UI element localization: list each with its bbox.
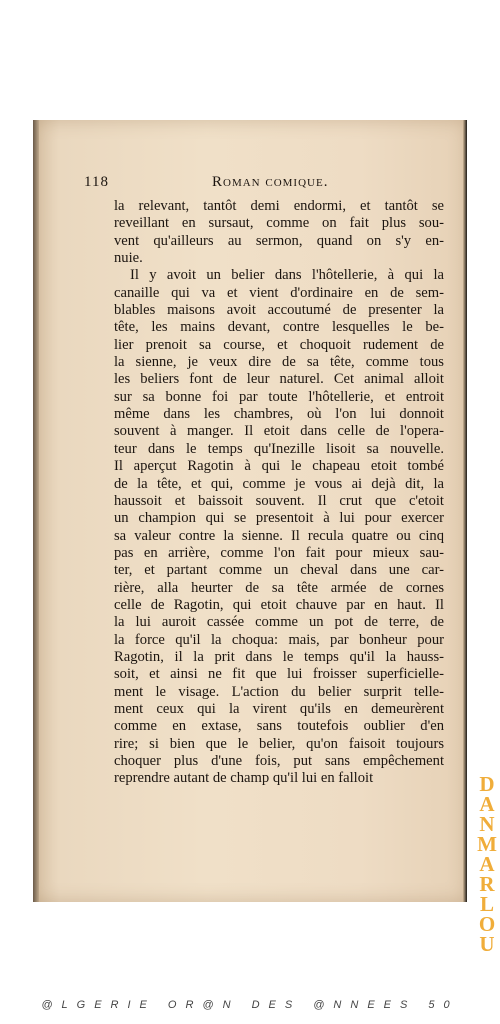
side-watermark-letter: R bbox=[479, 872, 495, 896]
text-line: la force qu'il la choqua: mais, par bonheur pour bbox=[114, 631, 444, 648]
text-line: la lui auroit cassée comme un pot de terre, de bbox=[114, 614, 444, 631]
text-line: soit, et ainsi ne fit que lui froisser superficielle- bbox=[114, 666, 444, 683]
text-line: reveillant en sursaut, comme on fait plus sou- bbox=[114, 215, 444, 232]
text-line: nuie. bbox=[114, 250, 143, 267]
text-line: de la tête, et qui, comme je vous ai dejà dit, la bbox=[114, 475, 444, 492]
text-line: pas en arrière, comme l'on fait pour mieux sau- bbox=[114, 544, 444, 561]
text-line: les beliers font de leur naturel. Cet animal alloit bbox=[114, 371, 444, 388]
side-watermark-letter: D bbox=[479, 772, 495, 796]
side-watermark-letter: L bbox=[479, 892, 494, 916]
side-watermark bbox=[474, 774, 500, 986]
text-line: souvent à manger. Il etoit dans celle de l'opera- bbox=[114, 423, 444, 440]
text-line: celle de Ragotin, qui etoit chauve par en haut. Il bbox=[114, 596, 444, 613]
page-header bbox=[84, 174, 444, 196]
text-line: un champion qui se presentoit à lui pour exercer bbox=[114, 510, 444, 527]
text-line: blables maisons avoit accoutumé de presenter la bbox=[114, 302, 444, 319]
text-line: même dans les chambres, où l'on lui donnoit bbox=[114, 406, 444, 423]
text-line: teur dans le temps qu'Inezille lisoit sa nouvelle. bbox=[114, 440, 444, 457]
side-watermark-letter: M bbox=[477, 832, 497, 856]
text-line: rire; si bien que le belier, qu'on faisoit toujours bbox=[114, 735, 444, 752]
text-line: tête, les mains devant, contre lesquelles le be- bbox=[114, 319, 444, 336]
text-line: ment ceux qui la virent qu'ils en demeurèrent bbox=[114, 700, 444, 717]
side-watermark-letter: O bbox=[478, 912, 496, 936]
text-line: reprendre autant de champ qu'il lui en falloit bbox=[114, 770, 374, 787]
text-line: Il y avoit un belier dans l'hôtellerie, à qui la bbox=[130, 267, 444, 284]
text-line: ment le visage. L'action du belier surprit telle- bbox=[114, 683, 444, 700]
text-line: rière, alla heurter de sa tête armée de cornes bbox=[114, 579, 444, 596]
text-line: comme en extase, sans toutefois oublier d'en bbox=[114, 718, 444, 735]
text-line: Il aperçut Ragotin à qui le chapeau etoit tombé bbox=[114, 458, 444, 475]
running-head: Roman comique. bbox=[212, 174, 329, 190]
body-text bbox=[114, 198, 444, 788]
text-line: vent qu'ailleurs au sermon, quand on s'y en- bbox=[114, 232, 444, 249]
text-line: lier prenoit sa course, et choquoit rudement de bbox=[114, 336, 444, 353]
text-line: choquer plus d'une fois, put sans empêchement bbox=[114, 753, 444, 769]
side-watermark-letter: A bbox=[479, 792, 495, 816]
footer-watermark: @LGERIE OR@N DES @NNEES 50 bbox=[41, 999, 459, 1011]
text-line: canaille qui va et vient d'ordinaire en de sem- bbox=[114, 284, 444, 301]
text-line: sa valeur contre la sienne. Il recula quatre ou cinq bbox=[114, 527, 444, 544]
page-number: 118 bbox=[84, 174, 109, 190]
text-line: haussoit et baissoit souvent. Il crut que c'etoit bbox=[114, 492, 444, 509]
side-watermark-letter: A bbox=[479, 852, 495, 876]
text-line: sur sa bonne foi par toute l'hôtellerie, et entroit bbox=[114, 388, 444, 405]
text-line: la sienne, je veux dire de sa tête, comme tous bbox=[114, 354, 444, 371]
text-line: ter, et partant comme un cheval dans une car- bbox=[114, 562, 444, 579]
text-line: la relevant, tantôt demi endormi, et tantôt se bbox=[114, 198, 444, 214]
side-watermark-letter: U bbox=[479, 932, 495, 956]
side-watermark-letter: N bbox=[479, 812, 495, 836]
text-line: Ragotin, il la prit dans le temps qu'il la hauss- bbox=[114, 648, 444, 665]
